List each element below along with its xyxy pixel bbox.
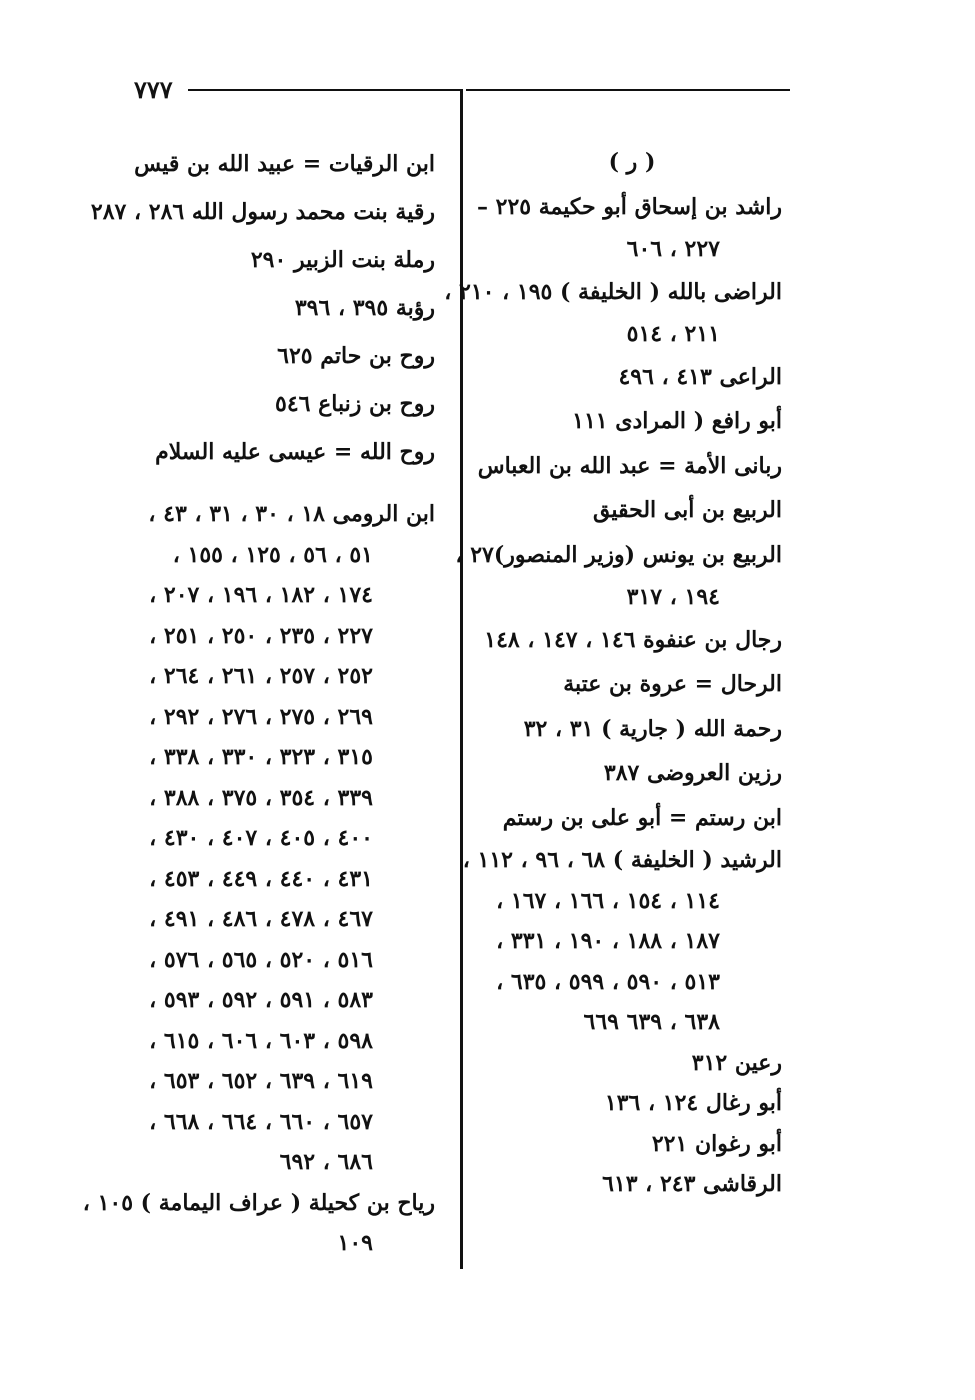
- index-entry-continuation: ٣٣٩ ، ٣٥٤ ، ٣٧٥ ، ٣٨٨ ،: [149, 784, 373, 811]
- index-entry: روح الله = عيسى عليه السلام: [155, 439, 435, 465]
- index-column-left: [82, 140, 435, 1264]
- index-entry: ابن الرقيات = عبيد الله بن قيس: [134, 151, 435, 177]
- index-entry-continuation: ١٧٤ ، ١٨٢ ، ١٩٦ ، ٢٠٧ ،: [149, 582, 373, 608]
- index-entry-continuation: ٢٢٧ ، ٢٣٥ ، ٢٥٠ ، ٢٥١ ،: [149, 622, 373, 649]
- index-entry-continuation: ٥٩٨ ، ٦٠٣ ، ٦٠٦ ، ٦١٥ ،: [149, 1027, 373, 1054]
- index-entry-continuation: ٣١٥ ، ٣٢٣ ، ٣٣٠ ، ٣٣٨ ،: [149, 744, 373, 770]
- index-column-right: [444, 140, 782, 1205]
- index-entry-continuation: ٤٠٠ ، ٤٠٥ ، ٤٠٧ ، ٤٣٠ ،: [149, 825, 373, 851]
- index-entry: أبو رافع ( المرادى ١١١: [572, 408, 782, 434]
- index-entry: الراعى ٤١٣ ، ٤٩٦: [618, 363, 782, 390]
- index-entry-continuation: ٤٦٧ ، ٤٧٨ ، ٤٨٦ ، ٤٩١ ،: [149, 906, 373, 932]
- index-entry-continuation: ٥١٦ ، ٥٢٠ ، ٥٦٥ ، ٥٧٦ ،: [149, 946, 373, 973]
- index-entry: ابن رستم = أبو على بن رستم: [502, 804, 782, 831]
- index-entry: رملة بنت الزبير ٢٩٠: [250, 247, 435, 273]
- index-entry: رحمة الله ( جارية ) ٣١ ، ٣٢: [523, 715, 782, 742]
- index-entry: روح بن زنباع ٥٤٦: [275, 391, 435, 417]
- index-entry: الرقاشى ٢٤٣ ، ٦١٣: [602, 1171, 782, 1197]
- index-entry-continuation: ٥١ ، ٥٦ ، ١٢٥ ، ١٥٥ ،: [172, 541, 373, 568]
- page-number: ٧٧٧: [134, 75, 173, 104]
- index-entry: الرشيد ( الخليفة ) ٦٨ ، ٩٦ ، ١١٢ ،: [462, 847, 782, 873]
- index-entry: الرحال = عروة بن عتبة: [563, 671, 782, 697]
- index-entry: الربيع بن أبى الحقيق: [593, 497, 782, 523]
- index-entry: رقية بنت محمد رسول الله ٢٨٦ ، ٢٨٧: [90, 199, 435, 225]
- index-entry-continuation: ٢١١ ، ٥١٤: [626, 321, 720, 347]
- index-entry: ربانى الأمة = عبد الله بن العباس: [477, 452, 782, 479]
- index-entry: رياح بن كحيلة ( عراف اليمامة ) ١٠٥ ،: [82, 1189, 435, 1216]
- index-entry: أبو رغوان ٢٢١: [651, 1130, 782, 1157]
- index-entry: الربيع بن يونس (وزير المنصور)٢٧ ،: [455, 541, 782, 568]
- index-entry-continuation: ١١٤ ، ١٥٤ ، ١٦٦ ، ١٦٧ ،: [496, 887, 720, 914]
- header-rule: [188, 89, 460, 91]
- index-entry: ابن الرومى ١٨ ، ٣٠ ، ٣١ ، ٤٣ ،: [148, 501, 435, 527]
- index-entry-continuation: ١٩٤ ، ٣١٧: [626, 584, 720, 610]
- index-entry-continuation: ٥٨٣ ، ٥٩١ ، ٥٩٢ ، ٥٩٣ ،: [149, 987, 373, 1013]
- index-entry: روح بن حاتم ٦٢٥: [277, 343, 435, 369]
- column-divider: [460, 89, 463, 1269]
- index-entry-continuation: ١٨٧ ، ١٨٨ ، ١٩٠ ، ٣٣١ ،: [496, 928, 720, 954]
- index-entry: راشد بن إسحاق أبو حكيمة ٢٢٥ –: [476, 193, 782, 220]
- index-entry-continuation: ٦١٩ ، ٦٣٩ ، ٦٥٢ ، ٦٥٣ ،: [149, 1068, 373, 1094]
- index-entry: أبو رغال ١٢٤ ، ١٣٦: [604, 1090, 782, 1116]
- index-entry-continuation: ٤٣١ ، ٤٤٠ ، ٤٤٩ ، ٤٥٣ ،: [149, 865, 373, 892]
- index-entry-continuation: ٢٦٩ ، ٢٧٥ ، ٢٧٦ ، ٢٩٢ ،: [149, 703, 373, 730]
- index-entry-continuation: ٢٢٧ ، ٦٠٦: [626, 236, 720, 262]
- entry-gap: [130, 476, 435, 494]
- index-entry-continuation: ٦٨٦ ، ٦٩٢: [279, 1149, 373, 1175]
- index-entry-continuation: ٢٥٢ ، ٢٥٧ ، ٢٦١ ، ٢٦٤ ،: [149, 663, 373, 689]
- index-entry: رعين ٣١٢: [691, 1049, 782, 1076]
- index-entry-continuation: ٥١٣ ، ٥٩٠ ، ٥٩٩ ، ٦٣٥ ،: [496, 968, 720, 995]
- index-entry-continuation: ٦٥٧ ، ٦٦٠ ، ٦٦٤ ، ٦٦٨ ،: [149, 1108, 373, 1135]
- index-entry-continuation: ١٠٩: [337, 1230, 373, 1256]
- index-entry: رجال بن عنفوة ١٤٦ ، ١٤٧ ، ١٤٨: [484, 626, 782, 653]
- index-entry-continuation: ٦٣٨ ، ٦٣٩ ٦٦٩: [583, 1009, 720, 1035]
- index-entry: رزين العروضى ٣٨٧: [603, 760, 782, 786]
- index-entry: رؤبة ٣٩٥ ، ٣٩٦: [294, 295, 435, 321]
- letter-heading: ( ر ): [608, 149, 656, 175]
- index-entry: الراضى بالله ( الخليفة ) ١٩٥ ، ٢١٠ ،: [444, 278, 782, 305]
- header-rule: [466, 89, 790, 91]
